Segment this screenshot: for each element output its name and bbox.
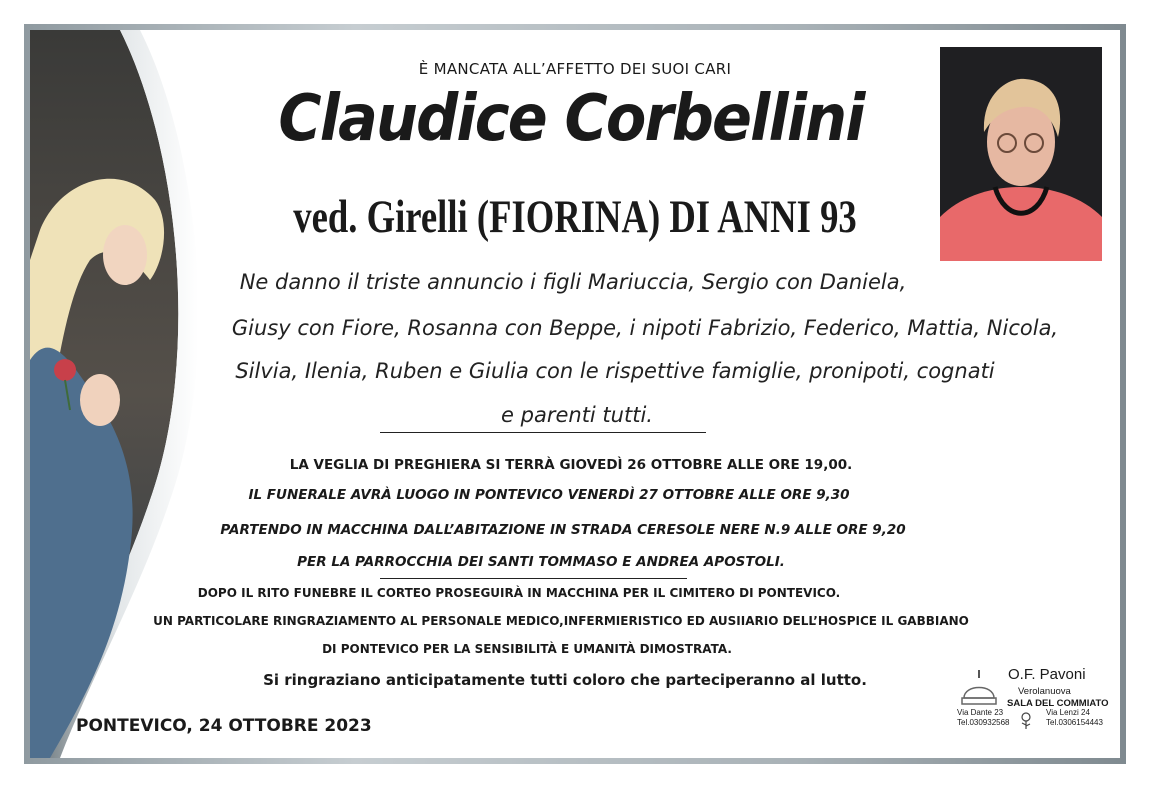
funeral-home-address: Via Dante 23 bbox=[957, 708, 1004, 717]
funeral-home-name: O.F. Pavoni bbox=[1008, 666, 1086, 683]
church-text: PER LA PARROCCHIA DEI SANTI TOMMASO E ANDREA APOSTOLI. bbox=[297, 554, 785, 570]
funeral-home-town: Verolanuova bbox=[1018, 686, 1071, 697]
vigil-text: LA VEGLIA DI PREGHIERA SI TERRÀ GIOVEDÌ 26 OTTOBRE ALLE ORE 19,00. bbox=[289, 457, 853, 473]
announcement-line: e parenti tutti. bbox=[501, 403, 653, 427]
portrait-photo bbox=[940, 47, 1102, 261]
funeral-home-address: Via Lenzi 24 bbox=[1046, 708, 1090, 717]
cemetery-text: DOPO IL RITO FUNEBRE IL CORTEO PROSEGUIRÀ IN MACCHINA PER IL CIMITERO DI PONTEVICO. bbox=[197, 586, 841, 600]
funeral-home-hall: SALA DEL COMMIATO bbox=[1007, 698, 1109, 709]
deceased-subtitle: ved. Girelli (FIORINA) DI ANNI 93 bbox=[293, 191, 857, 243]
announcement-line: Silvia, Ilenia, Ruben e Giulia con le rispettive famiglie, pronipoti, cognati bbox=[235, 359, 995, 383]
staff-thanks-text: DI PONTEVICO PER LA SENSIBILITÀ E UMANITÀ DIMOSTRATA. bbox=[322, 642, 732, 656]
intro-text: È MANCATA ALL’AFFETTO DEI SUOI CARI bbox=[418, 60, 732, 78]
staff-thanks-text: UN PARTICOLARE RINGRAZIAMENTO AL PERSONALE MEDICO,INFERMIERISTICO ED AUSIIARIO DELL’HOSPICE IL GABBIANO bbox=[153, 614, 969, 628]
funeral-home-phone: Tel.0306154443 bbox=[1046, 718, 1103, 727]
place-date: PONTEVICO, 24 OTTOBRE 2023 bbox=[76, 716, 372, 736]
divider bbox=[380, 432, 706, 433]
church-dome-icon bbox=[958, 668, 1000, 708]
announcement-line: Ne danno il triste annuncio i figli Mariuccia, Sergio con Daniela, bbox=[239, 270, 907, 294]
deceased-name: Claudice Corbellini bbox=[278, 82, 864, 156]
funeral-text: IL FUNERALE AVRÀ LUOGO IN PONTEVICO VENERDÌ 27 OTTOBRE ALLE ORE 9,30 bbox=[248, 487, 850, 503]
general-thanks-text: Si ringraziano anticipatamente tutti coloro che parteciperanno al lutto. bbox=[263, 671, 867, 689]
divider bbox=[380, 578, 687, 579]
departure-text: PARTENDO IN MACCHINA DALL’ABITAZIONE IN STRADA CERESOLE NERE N.9 ALLE ORE 9,20 bbox=[220, 522, 906, 538]
rose-icon bbox=[1016, 710, 1036, 730]
announcement-line: Giusy con Fiore, Rosanna con Beppe, i nipoti Fabrizio, Federico, Mattia, Nicola, bbox=[231, 316, 1059, 340]
funeral-home-phone: Tel.030932568 bbox=[957, 718, 1010, 727]
